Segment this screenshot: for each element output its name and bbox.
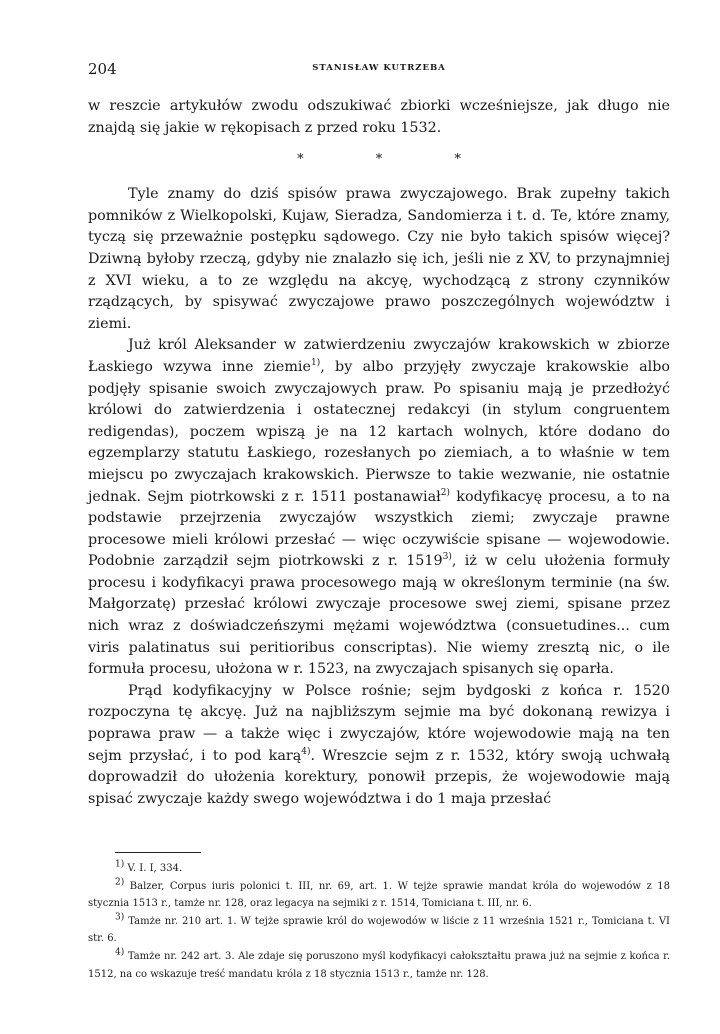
running-head (88, 60, 670, 80)
footnote-text: Tamże nr. 210 art. 1. W tejże sprawie król do wojewodów w liście z 11 września 1521 r., Tomiciana t. VI str. 6. (88, 915, 670, 945)
footnote-mark: 3) (115, 912, 125, 923)
footnote-4 (88, 948, 670, 983)
paragraph-3-text: Już król Aleksander w zatwierdzeniu zwyczajów krakowskich w zbiorze Łaskiego wzywa inne ziemie (88, 337, 670, 375)
footnote-text: Balzer, Corpus iuris polonici t. III, nr. 69, art. 1. W tejże sprawie mandat króla do wojewodów z 18 stycznia 1513 r., tamże nr. 128, oraz legacya na sejmiki z r. 1514, Tomiciana t. III, nr. 6. (88, 880, 670, 910)
footnote-text: Tamże nr. 242 art. 3. Ale zdaje się poruszono myśl kodyfikacyi całokształtu prawa już na sejmie z końca r. 1512, na co wskazuje treść mandatu króla z 18 stycznia 1513 r., tamże nr. 128. (88, 950, 670, 980)
footnote-text: V. I. I, 334. (124, 863, 183, 874)
footnote-3 (88, 913, 670, 948)
footnote-rule (115, 852, 201, 853)
body-text (88, 96, 670, 810)
footnote-mark: 1) (115, 859, 125, 870)
footnote-ref-2: 2) (440, 487, 451, 498)
paragraph-4 (88, 681, 670, 811)
footnote-2 (88, 878, 670, 913)
asterism-divider: * * * (297, 152, 495, 168)
footnotes (88, 860, 670, 983)
paragraph-2: Tyle znamy do dziś spisów prawa zwyczajowego. Brak zupełny takich pomników z Wielkopolski, Kujaw, Sieradza, Sandomierza i t. d. Te, które znamy, tyczą się przeważnie postępku sądowego. Czy nie było takich spisów więcej? Dziwną byłoby rzeczą, gdyby nie znalazło się ich, jeśli nie z XV, to przynajmniej z XVI wieku, a to ze względu na akcyę, wychodzącą z strony czynników rządzących, by spisywać zwyczajowe prawo poszczególnych województw i ziemi. (88, 186, 670, 332)
paragraph-4-text: Prąd kodyfikacyjny w Polsce rośnie; sejm bydgoski z końca r. 1520 rozpoczyna tę akcyę. Już na najbliższym sejmie ma być dokonaną rewizya i poprawa praw — a także więc i zwyczajów, które wojewodowie mają na ten sejm przysłać, i to pod karą (88, 682, 670, 764)
paragraph-3-text: kodyfikacyę procesu, a to na podstawie przejrzenia zwyczajów wszystkich ziemi; zwyczaje prawne procesowe mieli królowi przesłać — więc oczywiście spisane — wojewodowie. Podobnie zarządził sejm piotrkowski z r. 1519 (88, 488, 671, 570)
footnote-mark: 2) (115, 877, 125, 888)
footnote-ref-1: 1) (310, 358, 321, 369)
paragraph-3 (88, 335, 670, 681)
running-head-author: STANISŁAW KUTRZEBA (312, 63, 446, 73)
paragraph-4-text: . Wreszcie sejm z r. 1532, który swoją uchwałą doprowadził do ułożenia korektury, ponowił przepis, że wojewodowie mają spisać zwyczaje każdy swego województwa i do 1 maja przesłać (88, 747, 671, 807)
footnote-ref-3: 3) (442, 552, 452, 563)
paragraph-3-text: , iż w celu ułożenia formuły procesu i kodyfikacyi prawa procesowego mają w określonym terminie (na św. Małgorzatę) przesłać królowi zwyczaje procesowe swej ziemi, spisane przez nich wraz z doświadczeńszymi mężami województwa (consuetudines... cum viris palatinatus sui peritioribus conscriptas). Nie wiemy zresztą nic, o ile formuła procesu, ułożona w r. 1523, na zwyczajach spisanych się oparła. (88, 553, 670, 678)
page-number: 204 (88, 60, 117, 78)
paragraph-3-text: , by albo przyjęły zwyczaje krakowskie albo podjęły spisanie swoich zwyczajowych praw. Po spisaniu mają je przedłożyć królowi do zatwierdzenia i ostatecznej redakcyi (in stylum congruentem redigendas), poczem wpiszą je na 12 kartach wolnych, które dodano do egzemplarzy statutu Łaskiego, rozesłanych po ziemiach, a to właśnie w tem miejscu po zwyczajach krakowskich. Pierwsze to takie wezwanie, nie ostatnie jednak. Sejm piotrkowski z r. 1511 postanawiał (88, 358, 670, 505)
footnote-mark: 4) (115, 947, 125, 958)
footnote-ref-4: 4) (301, 746, 311, 757)
footnote-1 (88, 860, 670, 878)
paragraph-1: w reszcie artykułów zwodu odszukiwać zbiorki wcześniejsze, jak długo nie znajdą się jakie w rękopisach z przed roku 1532. (88, 98, 670, 136)
